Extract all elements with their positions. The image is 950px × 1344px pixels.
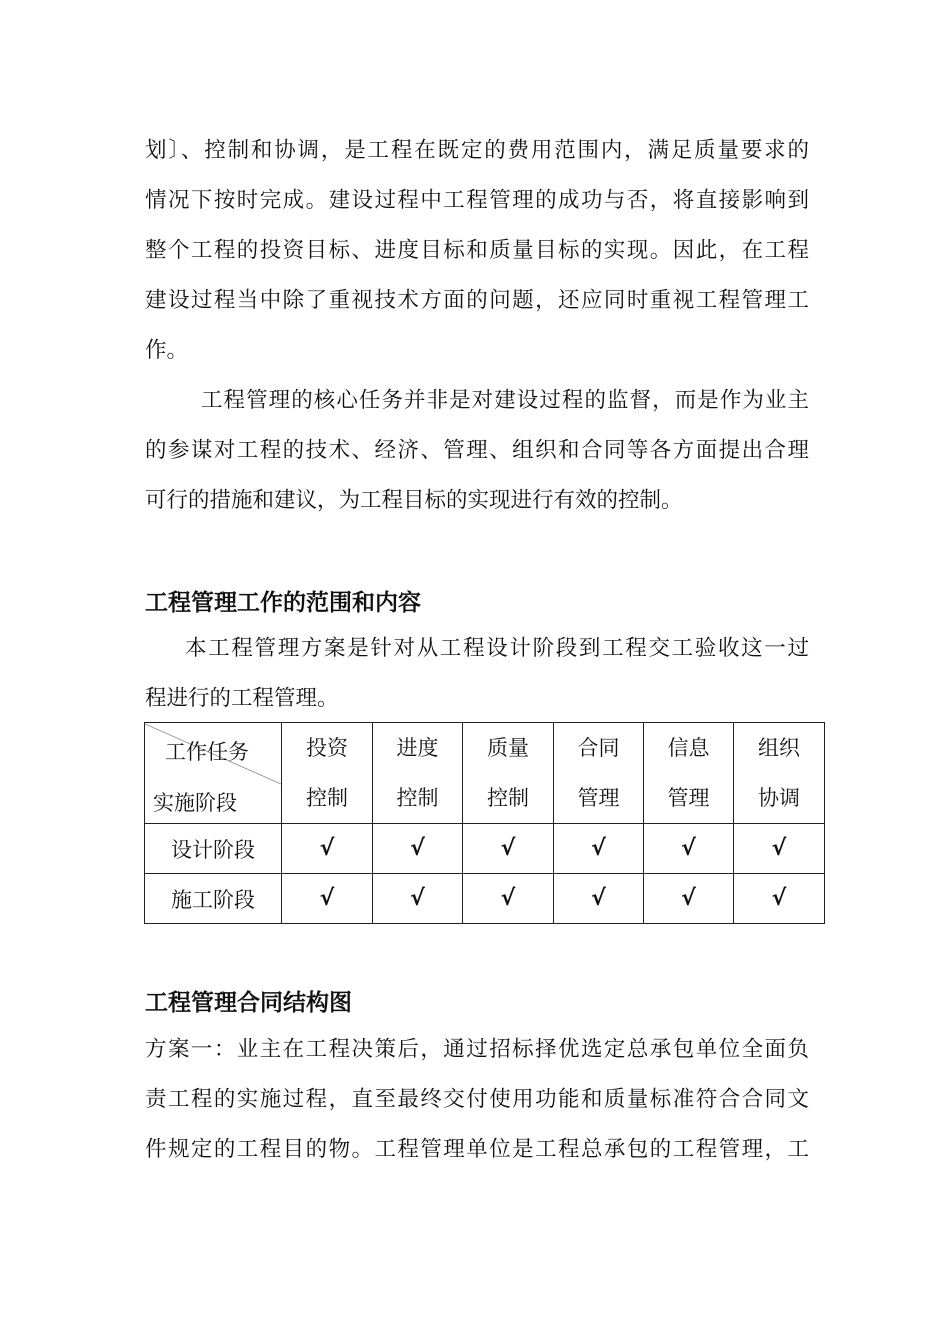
column-header: 信息 管理	[644, 723, 734, 824]
paragraph-line: 整个工程的投资目标、进度目标和质量目标的实现。因此，在工程	[145, 238, 809, 263]
paragraph-line: 建设过程当中除了重视技术方面的问题，还应同时重视工程管理工	[145, 288, 809, 313]
paragraph-line: 责工程的实施过程，直至最终交付使用功能和质量标准符合合同文	[145, 1087, 809, 1112]
column-header: 投资 控制	[282, 723, 373, 824]
check-mark: √	[282, 824, 373, 874]
section-heading-scope: 工程管理工作的范围和内容	[145, 590, 421, 616]
check-mark: √	[373, 874, 463, 924]
paragraph-line: 可行的措施和建议，为工程目标的实现进行有效的控制。	[145, 488, 683, 513]
column-header: 组织 协调	[734, 723, 825, 824]
paragraph-line: 作。	[145, 338, 189, 363]
table-row	[145, 874, 825, 924]
section-heading-contract-structure: 工程管理合同结构图	[145, 990, 352, 1016]
check-mark: √	[644, 874, 734, 924]
paragraph-1	[145, 126, 809, 376]
check-mark: √	[734, 874, 825, 924]
row-label: 设计阶段	[145, 824, 282, 874]
table-header-row	[145, 723, 825, 824]
paragraph-line: 的参谋对工程的技术、经济、管理、组织和合同等各方面提出合理	[145, 438, 809, 463]
paragraph-line: 情况下按时完成。建设过程中工程管理的成功与否，将直接影响到	[145, 188, 809, 213]
paragraph-line: 划〕、控制和协调，是工程在既定的费用范围内，满足质量要求的	[145, 138, 809, 163]
check-mark: √	[554, 874, 644, 924]
check-mark: √	[734, 824, 825, 874]
table-corner-cell	[145, 723, 282, 824]
paragraph-2	[145, 376, 809, 526]
column-header: 合同 管理	[554, 723, 644, 824]
paragraph-line: 方案一：业主在工程决策后，通过招标择优选定总承包单位全面负	[145, 1037, 809, 1062]
paragraph-4	[145, 1025, 809, 1175]
column-header: 进度 控制	[373, 723, 463, 824]
paragraph-line: 程进行的工程管理。	[145, 686, 339, 711]
paragraph-line: 工程管理的核心任务并非是对建设过程的监督，而是作为业主	[201, 388, 809, 413]
paragraph-line: 本工程管理方案是针对从工程设计阶段到工程交工验收这一过	[185, 636, 809, 661]
paragraph-3	[145, 624, 809, 724]
check-mark: √	[463, 874, 554, 924]
paragraph-line: 件规定的工程目的物。工程管理单位是工程总承包的工程管理，工	[145, 1137, 809, 1162]
column-header: 质量 控制	[463, 723, 554, 824]
check-mark: √	[644, 824, 734, 874]
corner-label-task: 工作任务	[165, 739, 249, 764]
check-mark: √	[463, 824, 554, 874]
check-mark: √	[282, 874, 373, 924]
check-mark: √	[554, 824, 644, 874]
corner-label-phase: 实施阶段	[153, 790, 237, 815]
management-scope-table	[144, 722, 825, 924]
table-row	[145, 824, 825, 874]
check-mark: √	[373, 824, 463, 874]
row-label: 施工阶段	[145, 874, 282, 924]
